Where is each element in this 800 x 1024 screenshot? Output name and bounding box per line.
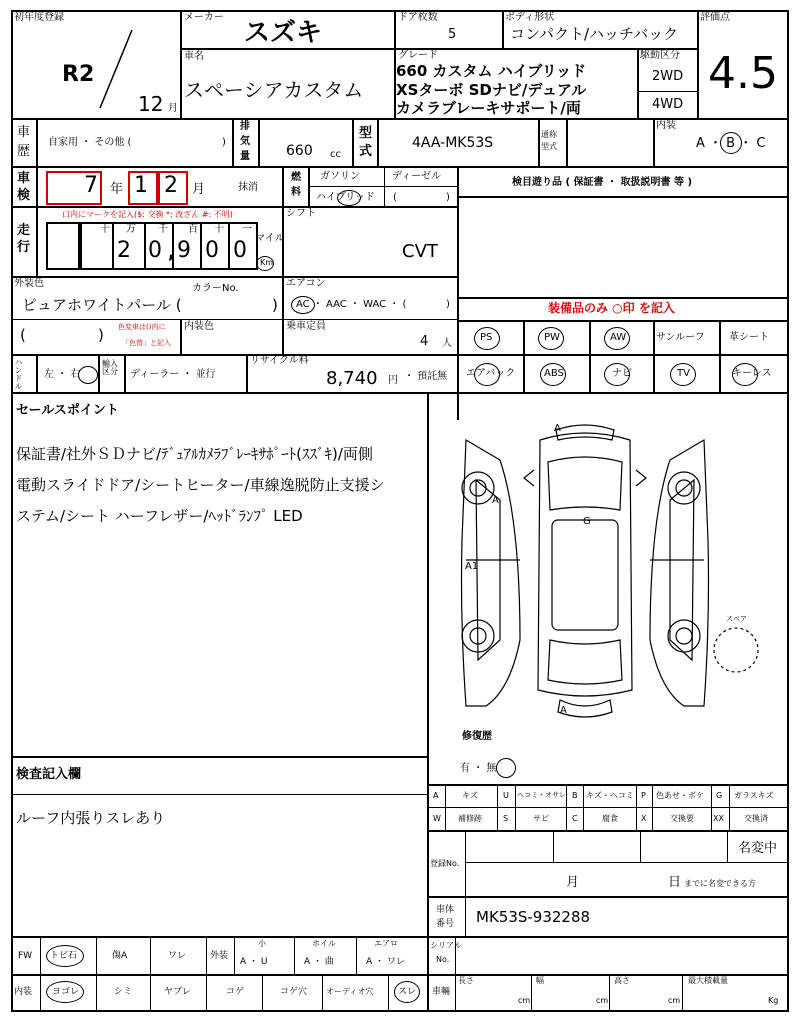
legend-code: B: [572, 791, 578, 800]
width-label: 幅: [536, 976, 544, 985]
score-label: 評価点: [700, 12, 730, 23]
mileage-unit: 十: [100, 224, 110, 235]
displacement-label: 排: [240, 121, 250, 132]
documents-label: 検目遊り品 ( 保証書 ・ 取扱説明書 等 ): [512, 177, 693, 188]
registration-day: 日: [668, 875, 682, 890]
maker-label: メーカー: [184, 12, 224, 23]
legend-desc: 補修跡: [458, 814, 482, 823]
name-change: 名変中: [738, 841, 778, 856]
legend-code: C: [572, 814, 578, 823]
first-reg-month-unit: 月: [168, 103, 178, 114]
recycle-value: 8,740: [326, 368, 378, 389]
interior-grades: A ・ B ・ C: [696, 136, 766, 151]
equip-tv: TV: [677, 368, 690, 379]
damage-mark: A: [554, 423, 561, 434]
fuel-hybrid: ハイブリッド: [316, 192, 375, 203]
aero-options: A ・ ワレ: [366, 957, 405, 967]
history-close: ): [222, 137, 226, 148]
recycle-deposit: ・ 預託無: [404, 371, 448, 382]
chassis-label: 車体: [436, 905, 455, 915]
displacement-label: 量: [240, 151, 250, 162]
legend-desc: 腐食: [602, 814, 618, 823]
naisou-item: コゲ: [226, 987, 245, 997]
inner-color-label: 内装色: [184, 321, 214, 332]
mileage-digit: 0: [205, 238, 219, 263]
fw-mark: [46, 945, 84, 967]
grade-line: カメラブレーキサポート/両: [396, 99, 581, 117]
ac-options: AC ・ AAC ・ WAC ・ (: [296, 299, 407, 310]
serial-label: シリアル: [430, 941, 462, 950]
legend-desc: ガラスキズ: [734, 791, 774, 800]
naisou-mark: [394, 981, 420, 1003]
grade-label: グレード: [398, 50, 438, 61]
fuel-other-open: (: [393, 192, 397, 203]
body-value: コンパクト/ハッチバック: [510, 25, 679, 43]
legend-desc: キズ: [462, 791, 478, 800]
inspection-notes-title: 検査記入欄: [16, 767, 82, 782]
mileage-label: 行: [17, 240, 31, 255]
equip-ps: PS: [480, 332, 493, 343]
model-label: 車名: [184, 51, 204, 62]
fuel-other-close: ): [446, 192, 450, 203]
inspection-label: 車: [17, 171, 31, 186]
mileage-unit: 一: [242, 224, 252, 235]
serial-no: No.: [436, 955, 450, 964]
chassis-label: 番号: [436, 919, 455, 929]
equip-airbag: エアバック: [466, 368, 516, 379]
naisou-item: ヤブレ: [164, 987, 191, 997]
dims-label: 車輛: [432, 987, 451, 997]
naisou-mark: [46, 981, 84, 1003]
inspection-label: 検: [17, 188, 31, 203]
body-label: ボディ形状: [505, 12, 555, 23]
ac-close: ): [446, 299, 450, 310]
insp-month-digit: 1: [134, 173, 148, 198]
month-unit: 月: [192, 182, 206, 197]
first-reg-month: 12: [138, 92, 164, 116]
mileage-unit: 十: [214, 224, 224, 235]
legend-code: U: [503, 791, 509, 800]
outer-small-options: A ・ U: [240, 957, 268, 967]
recycle-label: リサイクル料: [250, 355, 309, 366]
legend-code: XX: [713, 814, 724, 823]
naisou-item: コゲ穴: [280, 987, 308, 997]
legend-code: S: [503, 814, 509, 823]
legend-desc: サビ: [533, 814, 549, 823]
interior-label: 内装: [656, 120, 676, 131]
fw-item: 傷A: [112, 951, 128, 961]
handle-label: ハンドル: [14, 358, 23, 390]
aero-label: エアロ: [374, 939, 398, 948]
fw-label: FW: [18, 951, 33, 961]
naisou-item: シミ: [114, 987, 133, 997]
drive-2wd: 2WD: [652, 69, 684, 84]
registration-until: までに名変できる方: [684, 879, 756, 888]
mileage-km: Km: [260, 258, 274, 267]
length-unit: cm: [518, 996, 531, 1005]
insp-month-digit: 2: [164, 173, 178, 198]
mileage-digit: 0: [233, 238, 247, 263]
registration-label: 登録No.: [430, 859, 460, 868]
registration-month: 月: [566, 875, 580, 890]
legend-desc: 交換要: [670, 814, 694, 823]
repair-title: 修復歴: [462, 731, 492, 742]
outer-color-label: 外装色: [14, 278, 44, 289]
capacity-label: 乗車定員: [286, 321, 326, 332]
inspection-notes-text: ルーフ内張りスレあり: [16, 809, 166, 827]
equipment-label: 装備品のみ ○印 を記入: [548, 301, 675, 315]
equip-abs: ABS: [544, 368, 564, 379]
color-change-note: 色変車は()内に: [118, 323, 166, 331]
legend-desc: 交換済: [744, 814, 768, 823]
grade-line: 660 カスタム ハイブリッド: [396, 62, 587, 80]
equip-sunroof: サンルーフ: [656, 332, 705, 343]
mileage-digit: 0: [148, 238, 162, 263]
color-change-open: (: [20, 326, 26, 344]
history-label: 車: [17, 125, 31, 140]
damage-mark: A1: [465, 561, 479, 572]
capacity-unit: 人: [442, 338, 452, 349]
outer-label: 外装: [210, 951, 229, 961]
naisou-item: ヨゴレ: [52, 987, 80, 997]
legend-desc: 色あせ・ボケ: [656, 791, 704, 800]
tsusho-label: 通称: [541, 130, 557, 139]
damage-mark: G: [583, 516, 591, 527]
type-label: 型: [359, 126, 373, 141]
equip-aw: AW: [610, 332, 627, 343]
sales-line: 保証書/社外ＳＤナビ/ﾃﾞｭｱﾙｶﾒﾗﾌﾞﾚｰｷｻﾎﾟｰﾄ(ｽｽﾞｷ)/両側: [16, 445, 373, 463]
mileage-unit: 千: [158, 224, 168, 235]
tsusho-label: 型式: [541, 142, 557, 151]
legend-code: W: [433, 814, 441, 823]
fuel-label: 燃: [291, 172, 301, 183]
sales-title: セールスポイント: [16, 403, 119, 418]
mileage-mile: マイル: [255, 233, 285, 244]
fuel-label: 料: [291, 187, 301, 198]
sales-line: ステム/シート ハーフレザー/ﾍｯﾄﾞﾗﾝﾌﾟ LED: [16, 507, 303, 525]
legend-code: X: [641, 814, 647, 823]
displacement-label: 気: [240, 136, 250, 147]
naisou-label: 内装: [14, 987, 33, 997]
displacement-value: 660: [286, 143, 313, 159]
load-label: 最大積載量: [688, 976, 728, 985]
import-value: ディーラー ・ 並行: [130, 369, 216, 380]
shift-value: CVT: [402, 241, 438, 262]
fw-item: ワレ: [168, 951, 187, 961]
insp-cancel: 抹消: [238, 182, 258, 193]
outer-color-close: ): [272, 296, 278, 314]
height-label: 高さ: [614, 976, 630, 985]
legend-code: A: [433, 791, 439, 800]
repair-value: 有 ・ 無: [460, 763, 497, 774]
doors-value: 5: [448, 27, 457, 42]
equip-leather: 革シート: [729, 332, 769, 343]
fw-item: トビ石: [50, 951, 78, 961]
type-label: 式: [359, 144, 373, 159]
legend-desc: キズ・ヘコミ: [586, 791, 634, 800]
length-label: 長さ: [458, 976, 474, 985]
mileage-digit: 2: [117, 238, 131, 263]
maker-value: スズキ: [244, 18, 323, 48]
color-no-label: カラーNo.: [192, 283, 239, 294]
wheel-options: A ・ 曲: [304, 957, 334, 967]
naisou-item: スレ: [398, 987, 417, 997]
first-reg-era: R2: [62, 62, 95, 87]
color-change-note: 「色替」と記入: [122, 339, 171, 347]
capacity-value: 4: [420, 334, 429, 349]
grade-line: XSターボ SDナビ/デュアル: [396, 81, 587, 99]
width-unit: cm: [596, 996, 609, 1005]
mileage-note: 口内にマークを記入($: 交換 *: 改ざん #: 不明): [62, 210, 233, 219]
load-unit: Kg: [768, 996, 779, 1005]
fuel-gasoline: ガソリン: [320, 171, 360, 182]
score-value: 4.5: [708, 48, 778, 99]
history-value: 自家用 ・ その他 (: [48, 137, 132, 148]
damage-mark: A: [492, 495, 499, 506]
spare-label: スペア: [726, 615, 747, 623]
outer-color-value: ピュアホワイトパール (: [22, 296, 182, 314]
mileage-label: 走: [17, 223, 31, 238]
fuel-diesel: ディーゼル: [392, 171, 441, 182]
equip-keyless: キーレス: [732, 368, 772, 379]
mileage-comma: ,: [168, 242, 175, 263]
history-label: 歴: [17, 144, 31, 159]
damage-mark: A: [560, 705, 567, 716]
drive-label: 駆動区分: [640, 50, 680, 61]
mileage-digit: 9: [177, 238, 191, 263]
insp-year: 7: [84, 173, 98, 198]
type-value: 4AA-MK53S: [412, 135, 494, 151]
sales-line: 電動スライドドア/シートヒーター/車線逸脱防止支援シ: [16, 476, 385, 494]
height-unit: cm: [668, 996, 681, 1005]
outer-small-label: 小: [258, 939, 266, 948]
mileage-unit: 万: [126, 224, 136, 235]
equip-navi: ナビ: [612, 368, 632, 379]
shift-label: シフト: [286, 208, 316, 219]
wheel-label: ホイル: [312, 939, 336, 948]
mileage-unit: 百: [188, 224, 198, 235]
legend-code: P: [641, 791, 646, 800]
ac-label: エアコン: [286, 278, 326, 289]
recycle-unit: 円: [388, 375, 398, 386]
first-reg-label: 初年度登録: [14, 12, 64, 23]
year-unit: 年: [110, 182, 124, 197]
model-value: スペーシアカスタム: [184, 78, 364, 102]
equip-pw: PW: [544, 332, 560, 343]
legend-desc: ヘコミ・オサレ: [517, 791, 566, 799]
import-label: 輸入区分: [102, 359, 118, 376]
cc-unit: cc: [330, 149, 341, 160]
doors-label: ドア枚数: [398, 12, 438, 23]
drive-4wd: 4WD: [652, 97, 684, 112]
color-change-close: ): [98, 326, 104, 344]
repair-mark: [496, 758, 516, 778]
handle-value: 左 ・ 右: [44, 369, 81, 380]
naisou-item: オーディオ穴: [326, 987, 374, 996]
chassis-value: MK53S-932288: [476, 908, 591, 926]
legend-code: G: [716, 791, 723, 800]
